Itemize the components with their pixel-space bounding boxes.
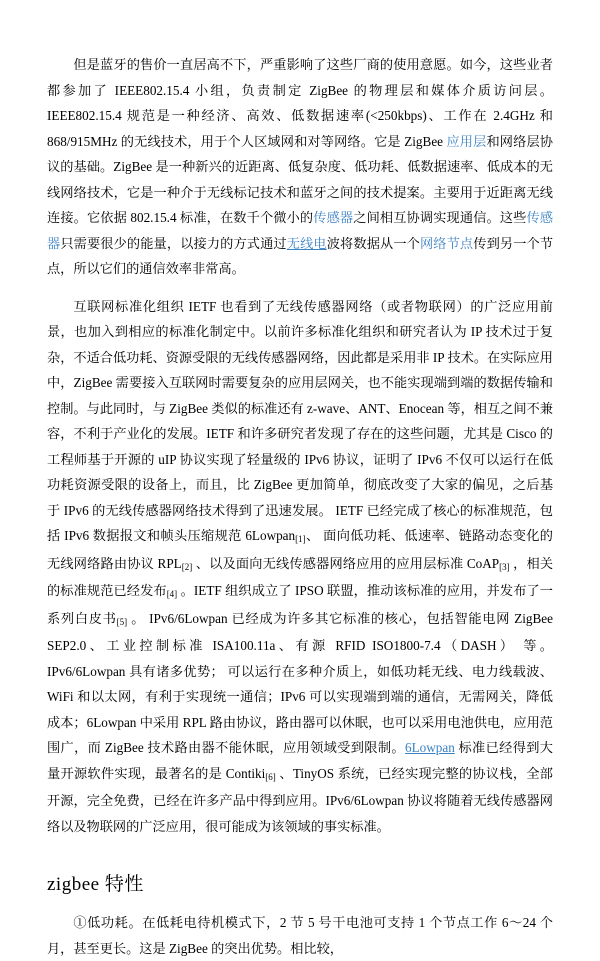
paragraph-2: [47, 294, 553, 840]
inline-link[interactable]: 网络节点: [419, 235, 474, 251]
paragraph-spacer: [47, 282, 553, 294]
text-run: 。IETF 组织成立了 IPSO 联盟，推动该标准的应用，并发布了一系列白皮书: [47, 583, 553, 626]
reference-marker: [5]: [116, 616, 128, 627]
text-run: 互联网标准化组织 IETF 也看到了无线传感器网络（或者物联网）的广泛应用前景，也加入到相应的标准化制定中。以前许多标准化组织和研究者认为 IP 技术过于复杂，不适合低功耗、资源受限的无线传感器网络，因此都是采用非 IP 技术。在实际应用中，ZigBee 需要接入互联网时需要复杂的应用层网关，也不能实现端到端的数据传输和控制。与此同时，与 ZigBee 类似的标准还有 z-wave、ANT、Enocean 等，相互之间不兼容，不利于产业化的发展。IETF 和许多研究者发现了存在的这些问题，尤其是 Cisco 的工程师基于开源的 uIP 协议实现了轻量级的 IPv6 协议，证明了 IPv6 不仅可以运行在低功耗资源受限的设备上，而且，比 ZigBee 更加简单，彻底改变了大家的偏见，之后基于 IPv6 的无线传感器网络技术得到了迅速发展。 IETF 已经完成了核心的标准规范，包括 IPv6 数据报文和帧头压缩规范 6Lowpan: [47, 298, 553, 543]
text-run: 传到另一个节点，所以它们的通信效率非常高。: [47, 235, 554, 276]
inline-link[interactable]: 无线电: [286, 235, 327, 251]
text-run: ，相关的标准规范已经发布: [47, 555, 554, 598]
inline-link[interactable]: 6Lowpan: [404, 740, 455, 755]
inline-link[interactable]: 应用层: [446, 133, 487, 149]
reference-marker: [3]: [499, 561, 510, 572]
reference-marker: [6]: [265, 771, 276, 782]
paragraph-1: [47, 52, 553, 282]
section-heading-zigbee-features: zigbee 特性: [47, 874, 144, 895]
text-run: 只需要很少的能量，以接力的方式通过: [60, 235, 287, 251]
text-run: 和网络层协议的基础。ZigBee 是一种新兴的近距离、低复杂度、低功耗、低数据速率、低成本的无线网络技术，它是一种介于无线标记技术和蓝牙之间的技术提案。主要用于近距离无线连接。它依据 802.15.4 标准，在数千个微小的: [47, 133, 553, 225]
text-run: 、 面向低功耗、低速率、链路动态变化的无线网络路由协议 RPL: [47, 528, 553, 571]
text-run: 、以及面向无线传感器网络应用的应用层标准 CoAP: [192, 555, 500, 571]
inline-link[interactable]: 传感器: [313, 210, 354, 225]
text-run: 标准已经得到大量开源软件实现，最著名的是 Contiki: [47, 740, 553, 781]
text-run: 但是蓝牙的售价一直居高不下，严重影响了这些厂商的使用意愿。如今，这些业者都参加了 IEEE802.15.4 小组，负责制定 ZigBee 的物理层和媒体介质访问层。IEEE802.15.4 规范是一种经济、高效、低数据速率(<250kbps)、工作在 2.4GHz 和 868/915MHz 的无线技术，用于个人区域网和对等网络。它是 ZigBee: [47, 57, 553, 149]
reference-marker: [1]: [295, 534, 306, 545]
reference-marker: [2]: [181, 561, 193, 572]
paragraph-3: [47, 910, 553, 961]
inline-link[interactable]: 传感器: [47, 210, 554, 251]
text-run: 波将数据从一个: [326, 235, 420, 251]
text-run: 。 IPv6/6Lowpan 已经成为许多其它标准的核心，包括智能电网 ZigBee SEP2.0、工业控制标准 ISA100.11a、有源 RFID ISO1800-7.4（DASH） 等。IPv6/6Lowpan 具有诸多优势； 可以运行在多种介质上，如低功耗无线、电力线载波、WiFi 和以太网，有利于实现统一通信；IPv6 可以实现端到端的通信，无需网关，降低成本；6Lowpan 中采用 RPL 路由协议，路由器可以休眠，也可以采用电池供电，应用范围广，而 ZigBee 技术路由器不能休眠，应用领域受到限制。: [47, 610, 554, 755]
text-run: ①低功耗。在低耗电待机模式下，2 节 5 号干电池可支持 1 个节点工作 6～24 个月，甚至更长。这是 ZigBee 的突出优势。相比较，: [47, 915, 553, 956]
text-run: 之间相互协调实现通信。这些: [353, 210, 527, 225]
reference-marker: [4]: [166, 589, 178, 600]
text-run: 、TinyOS 系统，已经实现完整的协议栈，全部开源，完全免费，已经在许多产品中得到应用。IPv6/6Lowpan 协议将随着无线传感器网络以及物联网的广泛应用，很可能成为该领域的事实标准。: [47, 765, 553, 834]
